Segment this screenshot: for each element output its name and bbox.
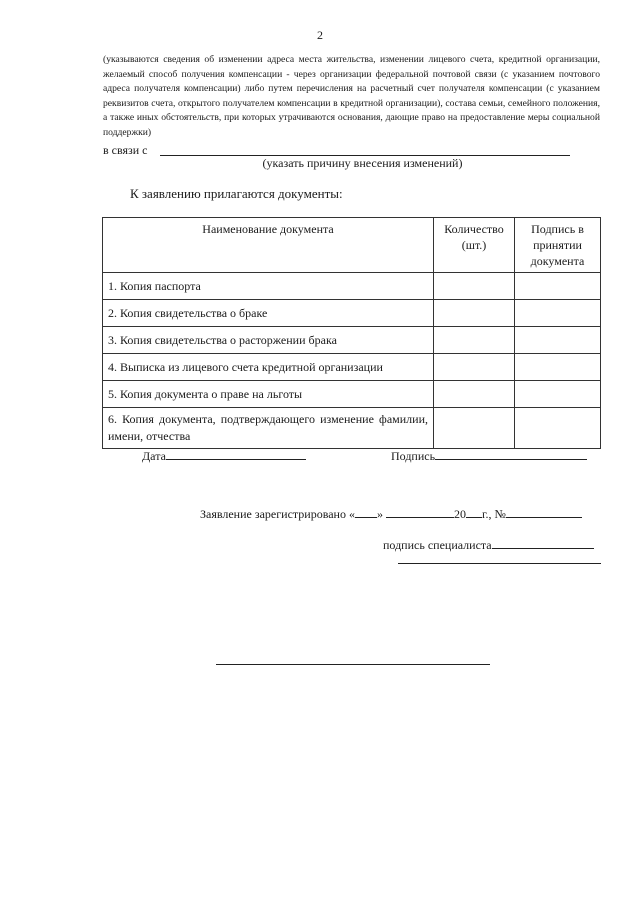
page-number: 2 bbox=[317, 28, 323, 42]
quantity-cell[interactable] bbox=[434, 300, 515, 327]
document-name-cell: 6. Копия документа, подтверждающего изменение фамилии, имени, отчества bbox=[103, 408, 434, 449]
document-name-cell: 1. Копия паспорта bbox=[103, 273, 434, 300]
registration-year-suffix: г., № bbox=[481, 507, 507, 521]
specialist-signature-line[interactable] bbox=[492, 548, 594, 549]
quantity-cell[interactable] bbox=[434, 354, 515, 381]
quantity-cell[interactable] bbox=[434, 273, 515, 300]
bottom-line bbox=[216, 664, 490, 665]
date-label: Дата bbox=[142, 449, 166, 463]
document-name-cell: 5. Копия документа о праве на льготы bbox=[103, 381, 434, 408]
reason-label: в связи с bbox=[103, 143, 148, 157]
header-signature: Подпись в принятии документа bbox=[515, 218, 601, 273]
reason-hint: (указать причину внесения изменений) bbox=[262, 156, 463, 170]
signature-label: Подпись bbox=[391, 449, 436, 463]
signature-cell[interactable] bbox=[515, 300, 601, 327]
signature-cell[interactable] bbox=[515, 327, 601, 354]
specialist-label: подпись специалиста bbox=[383, 538, 492, 552]
quantity-cell[interactable] bbox=[434, 408, 515, 449]
document-name-cell: 2. Копия свидетельства о браке bbox=[103, 300, 434, 327]
registration-day-line[interactable] bbox=[355, 517, 377, 518]
registration-number-line[interactable] bbox=[506, 517, 582, 518]
documents-table bbox=[102, 217, 601, 449]
signature-field bbox=[391, 449, 587, 464]
specialist-name-line[interactable] bbox=[398, 563, 601, 564]
registration-line bbox=[200, 507, 582, 522]
header-quantity: Количество (шт.) bbox=[434, 218, 515, 273]
specialist-signature-field bbox=[383, 538, 594, 553]
table-row bbox=[103, 300, 601, 327]
table-row bbox=[103, 381, 601, 408]
table-row bbox=[103, 273, 601, 300]
table-row bbox=[103, 327, 601, 354]
table-row bbox=[103, 354, 601, 381]
signature-cell[interactable] bbox=[515, 408, 601, 449]
registration-year-line[interactable] bbox=[466, 517, 482, 518]
document-name-cell: 4. Выписка из лицевого счета кредитной организации bbox=[103, 354, 434, 381]
instruction-note: (указываются сведения об изменении адреса места жительства, изменении лицевого счета, кредитной организации, желаемый способ получения компенсации - через организации федеральной почтовой связи (с указанием почтового адреса получателя компенсации) либо путем перечисления на расчетный счет получателя компенсации (с указанием реквизитов счета, открытого получателем компенсации в кредитной организации), состава семьи, семейного положения, а также иных обстоятельств, при которых утрачиваются основания, дающие право на предоставление меры социальной поддержки) bbox=[103, 54, 600, 138]
date-field bbox=[142, 449, 306, 464]
registration-quote-close: » bbox=[376, 507, 383, 521]
registration-year-prefix: 20 bbox=[453, 507, 466, 521]
quantity-cell[interactable] bbox=[434, 327, 515, 354]
registration-month-line[interactable] bbox=[386, 517, 454, 518]
table-row bbox=[103, 408, 601, 449]
registration-text-start: Заявление зарегистрировано « bbox=[200, 507, 355, 521]
table-header-row bbox=[103, 218, 601, 273]
signature-cell[interactable] bbox=[515, 354, 601, 381]
header-document-name: Наименование документа bbox=[103, 218, 434, 273]
document-name-cell: 3. Копия свидетельства о расторжении брака bbox=[103, 327, 434, 354]
signature-cell[interactable] bbox=[515, 381, 601, 408]
date-line[interactable] bbox=[166, 459, 306, 460]
quantity-cell[interactable] bbox=[434, 381, 515, 408]
signature-cell[interactable] bbox=[515, 273, 601, 300]
signature-line[interactable] bbox=[435, 459, 587, 460]
attached-documents-label: К заявлению прилагаются документы: bbox=[130, 186, 343, 201]
